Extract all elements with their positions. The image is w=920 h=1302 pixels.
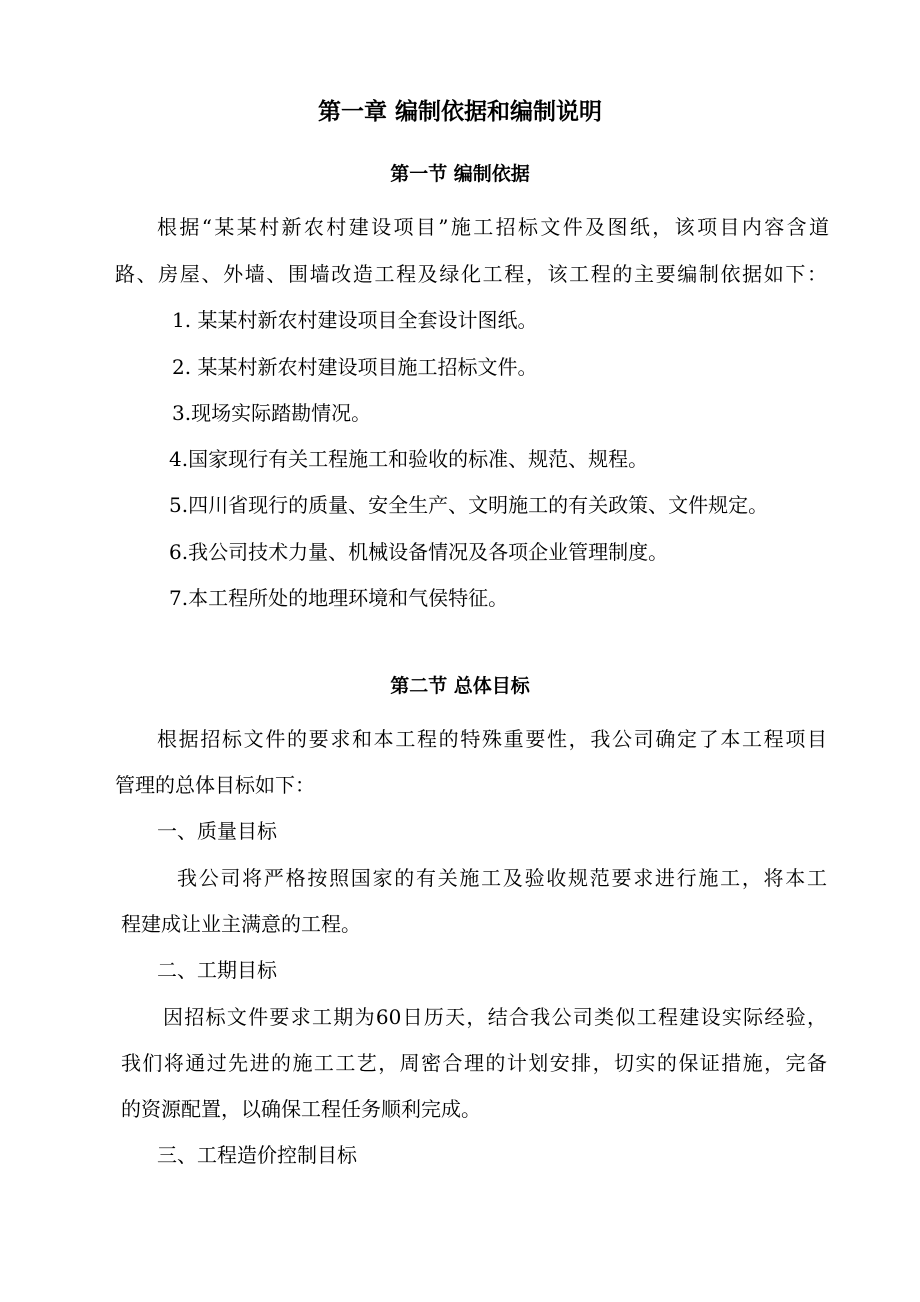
schedule-goal-line-2: 我们将通过先进的施工工艺，周密合理的计划安排，切实的保证措施，完备 [121, 1051, 827, 1075]
quality-goal-heading: 一、质量目标 [157, 819, 277, 843]
basis-item-2: 2. 某某村新农村建设项目施工招标文件。 [172, 355, 538, 379]
cost-control-goal-heading: 三、工程造价控制目标 [157, 1143, 357, 1167]
basis-item-6: 6.我公司技术力量、机械设备情况及各项企业管理制度。 [169, 540, 669, 564]
basis-item-7: 7.本工程所处的地理环境和气侯特征。 [169, 586, 509, 610]
basis-item-3: 3.现场实际踏勘情况。 [172, 401, 372, 425]
basis-item-1: 1. 某某村新农村建设项目全套设计图纸。 [172, 308, 538, 332]
schedule-goal-line-1: 因招标文件要求工期为60日历天，结合我公司类似工程建设实际经验， [163, 1005, 827, 1029]
schedule-goal-heading: 二、工期目标 [157, 958, 277, 982]
quality-goal-line-1: 我公司将严格按照国家的有关施工及验收规范要求进行施工，将本工 [177, 866, 827, 890]
section-1-title: 第一节 编制依据 [390, 163, 530, 185]
section-2-title: 第二节 总体目标 [390, 675, 530, 697]
basis-item-5: 5.四川省现行的质量、安全生产、文明施工的有关政策、文件规定。 [169, 493, 769, 517]
section-2-intro-line-2: 管理的总体目标如下： [115, 773, 315, 797]
quality-goal-line-2: 程建成让业主满意的工程。 [121, 912, 361, 936]
chapter-title: 第一章 编制依据和编制说明 [317, 98, 602, 125]
section-2-intro-line-1: 根据招标文件的要求和本工程的特殊重要性，我公司确定了本工程项目 [157, 727, 827, 751]
basis-item-4: 4.国家现行有关工程施工和验收的标准、规范、规程。 [169, 447, 649, 471]
section-1-intro-line-2: 路、房屋、外墙、围墙改造工程及绿化工程，该工程的主要编制依据如下： [115, 262, 827, 286]
section-1-intro-line-1: 根据“某某村新农村建设项目”施工招标文件及图纸，该项目内容含道 [157, 215, 829, 239]
schedule-goal-line-3: 的资源配置，以确保工程任务顺利完成。 [121, 1097, 481, 1121]
